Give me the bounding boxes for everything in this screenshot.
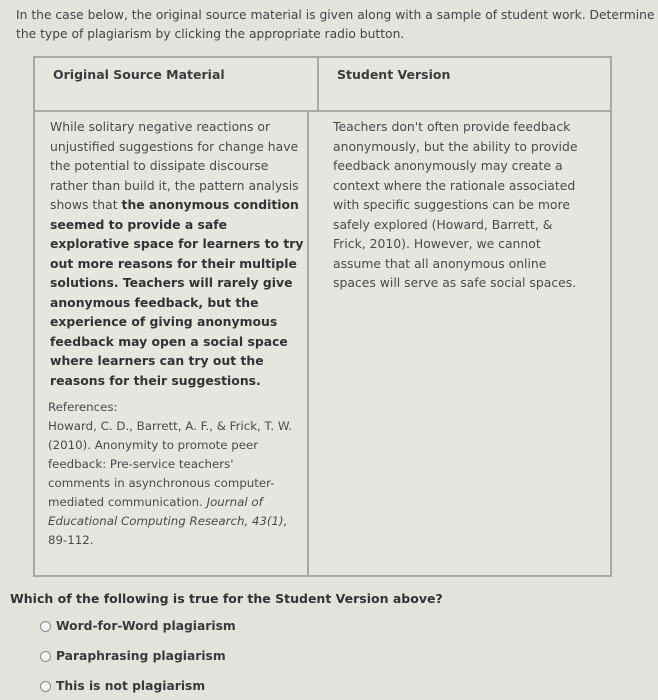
radio-button[interactable]: [40, 651, 51, 662]
original-bold-text: the anonymous condition seemed to provide a safe explorative space for learners to try out more reasons for their multiple solutions. Teachers will rarely give anonymous feedback, but the experience of giving anonymous feedback may open a social space where learners can try out the reasons for their suggestions.: [50, 197, 304, 388]
question-text: Which of the following is true for the Student Version above?: [10, 591, 443, 606]
references-label: References:: [48, 400, 118, 414]
radio-button[interactable]: [40, 621, 51, 632]
option-paraphrasing[interactable]: [40, 649, 226, 663]
instructions: In the case below, the original source material is given along with a sample of student work. Determine the type of plagiarism by clicking the appropriate radio button.: [16, 8, 655, 41]
radio-button[interactable]: [40, 681, 51, 692]
header-original: Original Source Material: [35, 58, 319, 110]
table-header-row: [35, 58, 610, 112]
citation-text: Howard, C. D., Barrett, A. F., & Frick, T. W. (2010). Anonymity to promote peer feedback: Pre-service teachers' comments in asynchronous computer-mediated communication.: [48, 419, 292, 509]
option-label: Word-for-Word plagiarism: [56, 619, 236, 633]
citation-journal: Journal of Educational Computing Research, 43(1),: [48, 495, 288, 528]
option-word-for-word[interactable]: [40, 619, 236, 633]
column-divider: [307, 110, 309, 575]
header-student: Student Version: [337, 67, 451, 82]
citation-pages: 89-112.: [48, 533, 94, 547]
student-text: Teachers don't often provide feedback anonymously, but the ability to provide feedback anonymously may create a context where the rationale associated with specific suggestions can be more safely explored (Howard, Barrett, & Frick, 2010). However, we cannot assume that all anonymous online spaces will serve as safe social spaces.: [333, 119, 578, 290]
option-not-plagiarism[interactable]: [40, 679, 205, 693]
original-text: [50, 117, 304, 390]
original-normal-text: While solitary negative reactions or unjustified suggestions for change have the potential to dissipate discourse rather than build it, the pattern analysis shows that: [50, 119, 299, 212]
option-label: Paraphrasing plagiarism: [56, 649, 226, 663]
comparison-table: [33, 56, 612, 577]
option-label: This is not plagiarism: [56, 679, 206, 693]
references: [48, 398, 293, 550]
